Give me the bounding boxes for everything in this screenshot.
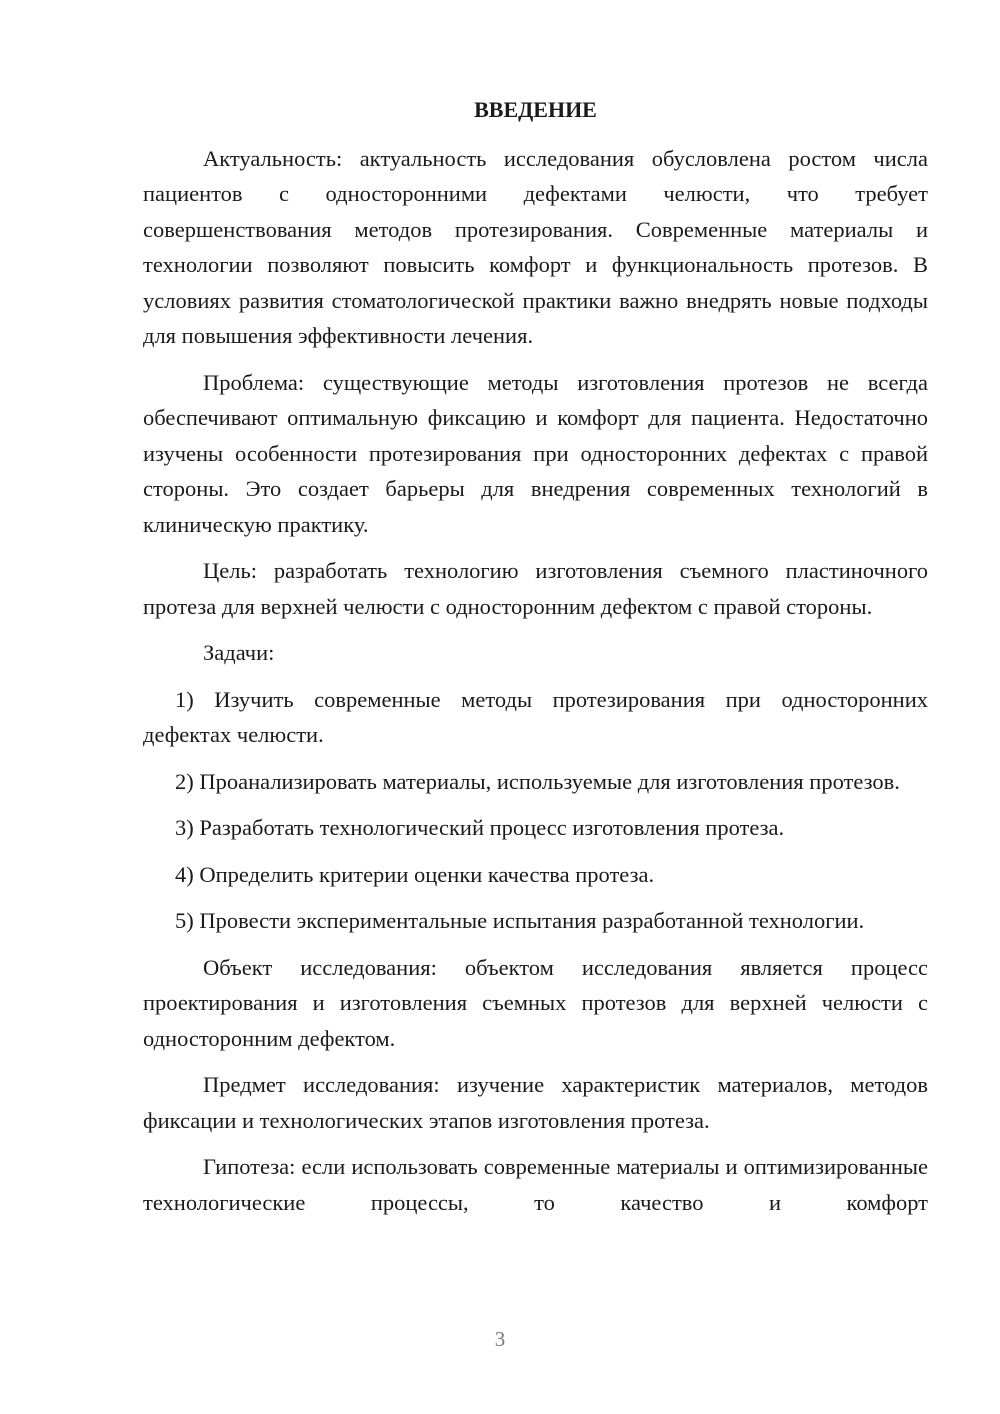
- task-item-5: 5) Провести экспериментальные испытания разработанной технологии.: [175, 908, 865, 933]
- task-item-1: 1) Изучить современные методы протезирования при односторонних дефектах челюсти.: [143, 686, 928, 747]
- task-item-3: 3) Разработать технологический процесс изготовления протеза.: [175, 815, 785, 840]
- tasks-label: Задачи:: [203, 640, 275, 665]
- relevance-paragraph: Актуальность: актуальность исследования обусловлена ростом числа пациентов с односторонними дефектами челюсти, что требует совершенствования методов протезирования. Современные материалы и технологии позволяют повысить комфорт и функциональность протезов. В условиях развития стоматологической практики важно внедрять новые подходы для повышения эффективности лечения.: [143, 145, 928, 348]
- subject-paragraph: Предмет исследования: изучение характеристик материалов, методов фиксации и технологических этапов изготовления протеза.: [143, 1072, 928, 1133]
- page-number: 3: [494, 1327, 506, 1351]
- problem-paragraph: Проблема: существующие методы изготовления протезов не всегда обеспечивают оптимальную фиксацию и комфорт для пациента. Недостаточно изучены особенности протезирования при односторонних дефектах с правой стороны. Это создает барьеры для внедрения современных технологий в клиническую практику.: [143, 369, 928, 537]
- object-paragraph: Объект исследования: объектом исследования является процесс проектирования и изготовления съемных протезов для верхней челюсти с односторонним дефектом.: [143, 954, 928, 1051]
- task-item-2: 2) Проанализировать материалы, используемые для изготовления протезов.: [175, 768, 900, 794]
- section-title: ВВЕДЕНИЕ: [474, 97, 597, 122]
- task-item-4: 4) Определить критерии оценки качества протеза.: [175, 861, 655, 887]
- document-page: [143, 92, 928, 1231]
- goal-paragraph: Цель: разработать технологию изготовления съемного пластиночного протеза для верхней челюсти с односторонним дефектом с правой стороны.: [143, 558, 928, 619]
- hypothesis-paragraph: Гипотеза: если использовать современные материалы и оптимизированные технологические процессы, то качество и комфорт: [143, 1154, 928, 1215]
